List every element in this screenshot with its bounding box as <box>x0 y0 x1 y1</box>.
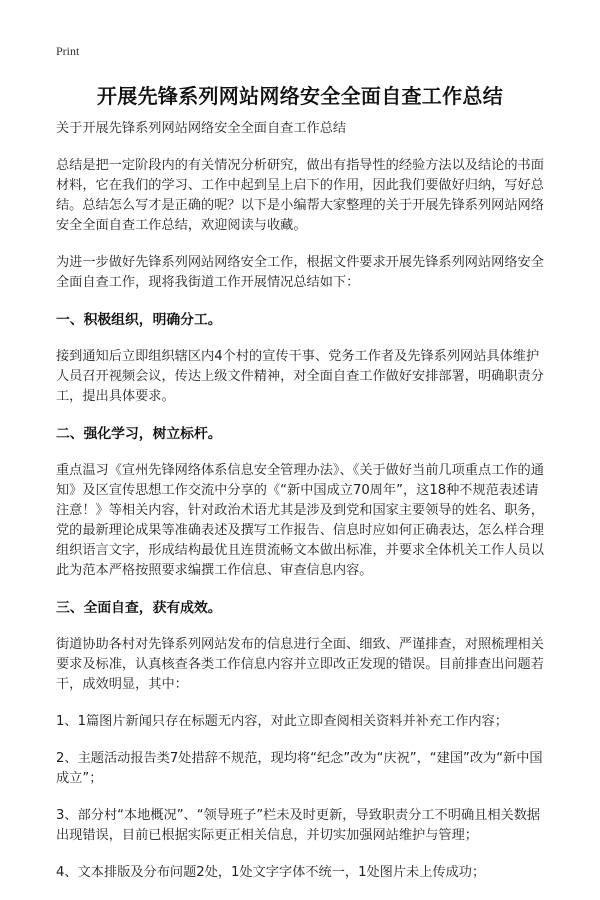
print-link[interactable]: Print <box>56 44 80 58</box>
section-body-1: 接到通知后立即组织辖区内4个村的宣传干事、党务工作者及先锋系列网站具体维护人员召开视频会议，传达上级文件精神，对全面自查工作做好安排部署，明确职责分工，提出具体要求。 <box>56 349 544 404</box>
section-heading-2: 二、强化学习，树立标杆。 <box>56 426 222 442</box>
list-item: 4、文本排版及分布问题2处，1处文字字体不统一，1处图片未上传成功； <box>56 865 486 880</box>
section-heading-1: 一、积极组织，明确分工。 <box>56 312 222 328</box>
document-body <box>56 119 548 900</box>
section-heading-3: 三、全面自查，获有成效。 <box>56 600 222 616</box>
intro-paragraph-2: 为进一步做好先锋系列网站网络安全工作，根据文件要求开展先锋系列网站网络安全全面自查工作，现将我街道工作开展情况总结如下： <box>56 255 544 290</box>
section-body-3: 街道协助各村对先锋系列网站发布的信息进行全面、细致、严谨排查，对照梳理相关要求及标准，认真核查各类工作信息内容并立即改正发现的错误。目前排查出问题若干，成效明显，其中： <box>56 637 544 692</box>
section-body-2: 重点温习《宣州先锋网络体系信息安全管理办法》、《关于做好当前几项重点工作的通知》及区宣传思想工作交流中分享的《“新中国成立70周年”，这18种不规范表述请注意！》等相关内容，针对政治术语尤其是涉及到党和国家主要领导的姓名、职务，党的最新理论成果等准确表述及撰写工作报告、信息时应如何正确表达，怎么样合理组织语言文字，形成结构最优且连贯流畅文本做出标准，并要求全体机关工作人员以此为范本严格按照要求编撰工作信息、审查信息内容。 <box>56 463 544 578</box>
document-subtitle: 关于开展先锋系列网站网络安全全面自查工作总结 <box>56 121 347 136</box>
list-item: 3、部分村“本地概况”、“领导班子”栏未及时更新，导致职责分工不明确且相关数据出现错误，目前已根据实际更正相关信息，并切实加强网站维护与管理； <box>56 808 541 843</box>
list-item: 1、1篇图片新闻只存在标题无内容，对此立即查阅相关资料并补充工作内容； <box>56 714 508 729</box>
list-item: 2、主题活动报告类7处措辞不规范，现均将“纪念”改为“庆祝”，“建国”改为“新中国成立”； <box>56 751 543 786</box>
page-title: 开展先锋系列网站网络安全全面自查工作总结 <box>97 84 503 108</box>
intro-paragraph: 总结是把一定阶段内的有关情况分析研究，做出有指导性的经验方法以及结论的书面材料，它在我们的学习、工作中起到呈上启下的作用，因此我们要做好归纳，写好总结。总结怎么写才是正确的呢？以下是小编帮大家整理的关于开展先锋系列网站网络安全全面自查工作总结，欢迎阅读与收藏。 <box>56 158 544 233</box>
